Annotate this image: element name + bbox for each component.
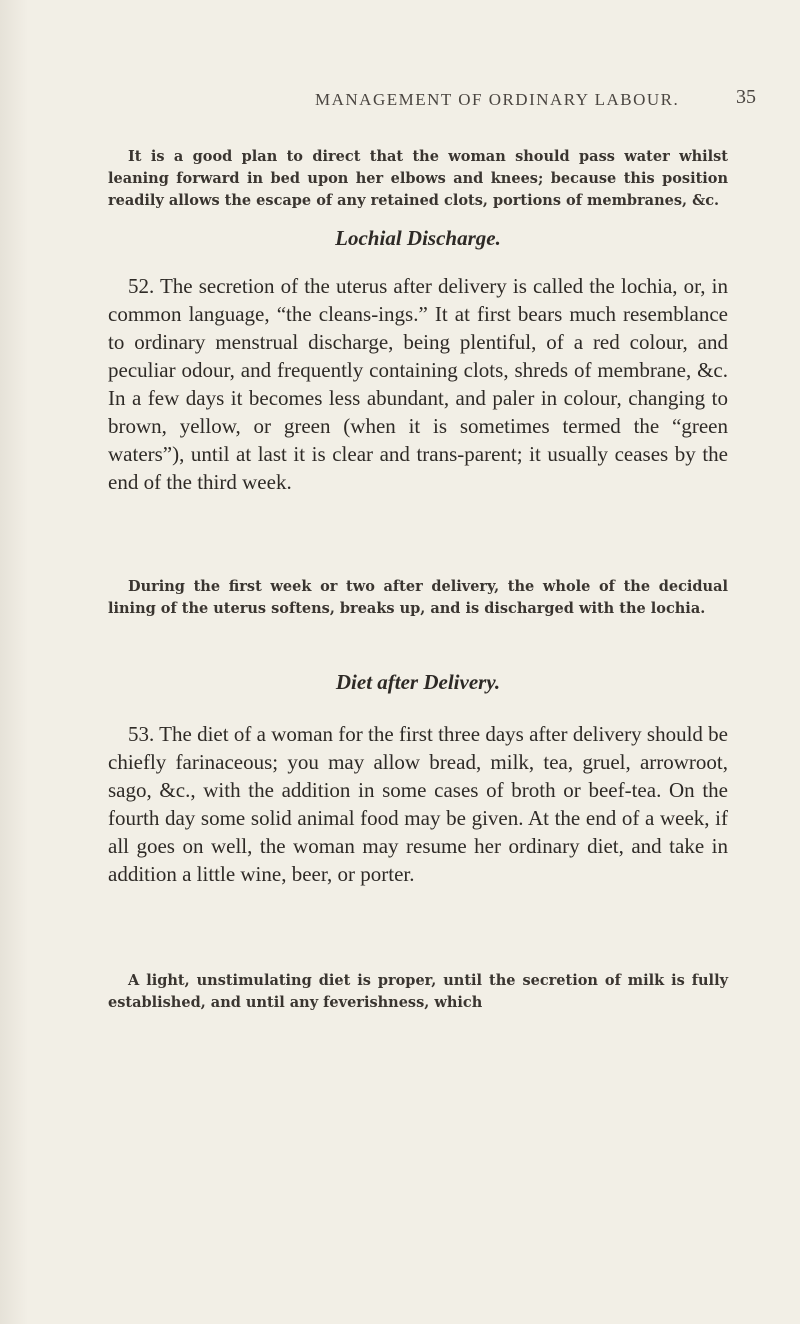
running-title: MANAGEMENT OF ORDINARY LABOUR. [315,90,680,109]
heading-diet-after-delivery: Diet after Delivery. [335,670,501,694]
note-52: During the first week or two after delivery, the whole of the decidual lining of the uterus softens, breaks up, and is discharged with the lochia. [108,578,728,617]
page-number: 35 [736,86,756,108]
page-gutter-shadow [0,0,28,1324]
intro-note: It is a good plan to direct that the woman should pass water whilst leaning forward in bed upon her elbows and knees; because this position readily allows the escape of any retained clots, portions of membranes, &c. [108,148,728,209]
heading-lochial-discharge: Lochial Discharge. [335,226,501,250]
paragraph-52: 52. The secretion of the uterus after delivery is called the lochia, or, in common language, “the cleans-ings.” It at first bears much resemblance to ordinary menstrual discharge, being plentiful, of a red colour, and peculiar odour, and frequently containing clots, shreds of membrane, &c. In a few days it becomes less abundant, and paler in colour, changing to brown, yellow, or green (when it is sometimes termed the “green waters”), until at last it is clear and trans-parent; it usually ceases by the end of the third week. [108,274,728,494]
note-53: A light, unstimulating diet is proper, until the secretion of milk is fully established, and until any feverishness, which [108,972,728,1011]
paragraph-53: 53. The diet of a woman for the first three days after delivery should be chiefly farinaceous; you may allow bread, milk, tea, gruel, arrowroot, sago, &c., with the addition in some cases of broth or beef-tea. On the fourth day some solid animal food may be given. At the end of a week, if all goes on well, the woman may resume her ordinary diet, and take in addition a little wine, beer, or porter. [108,722,728,886]
running-header [0,84,800,114]
